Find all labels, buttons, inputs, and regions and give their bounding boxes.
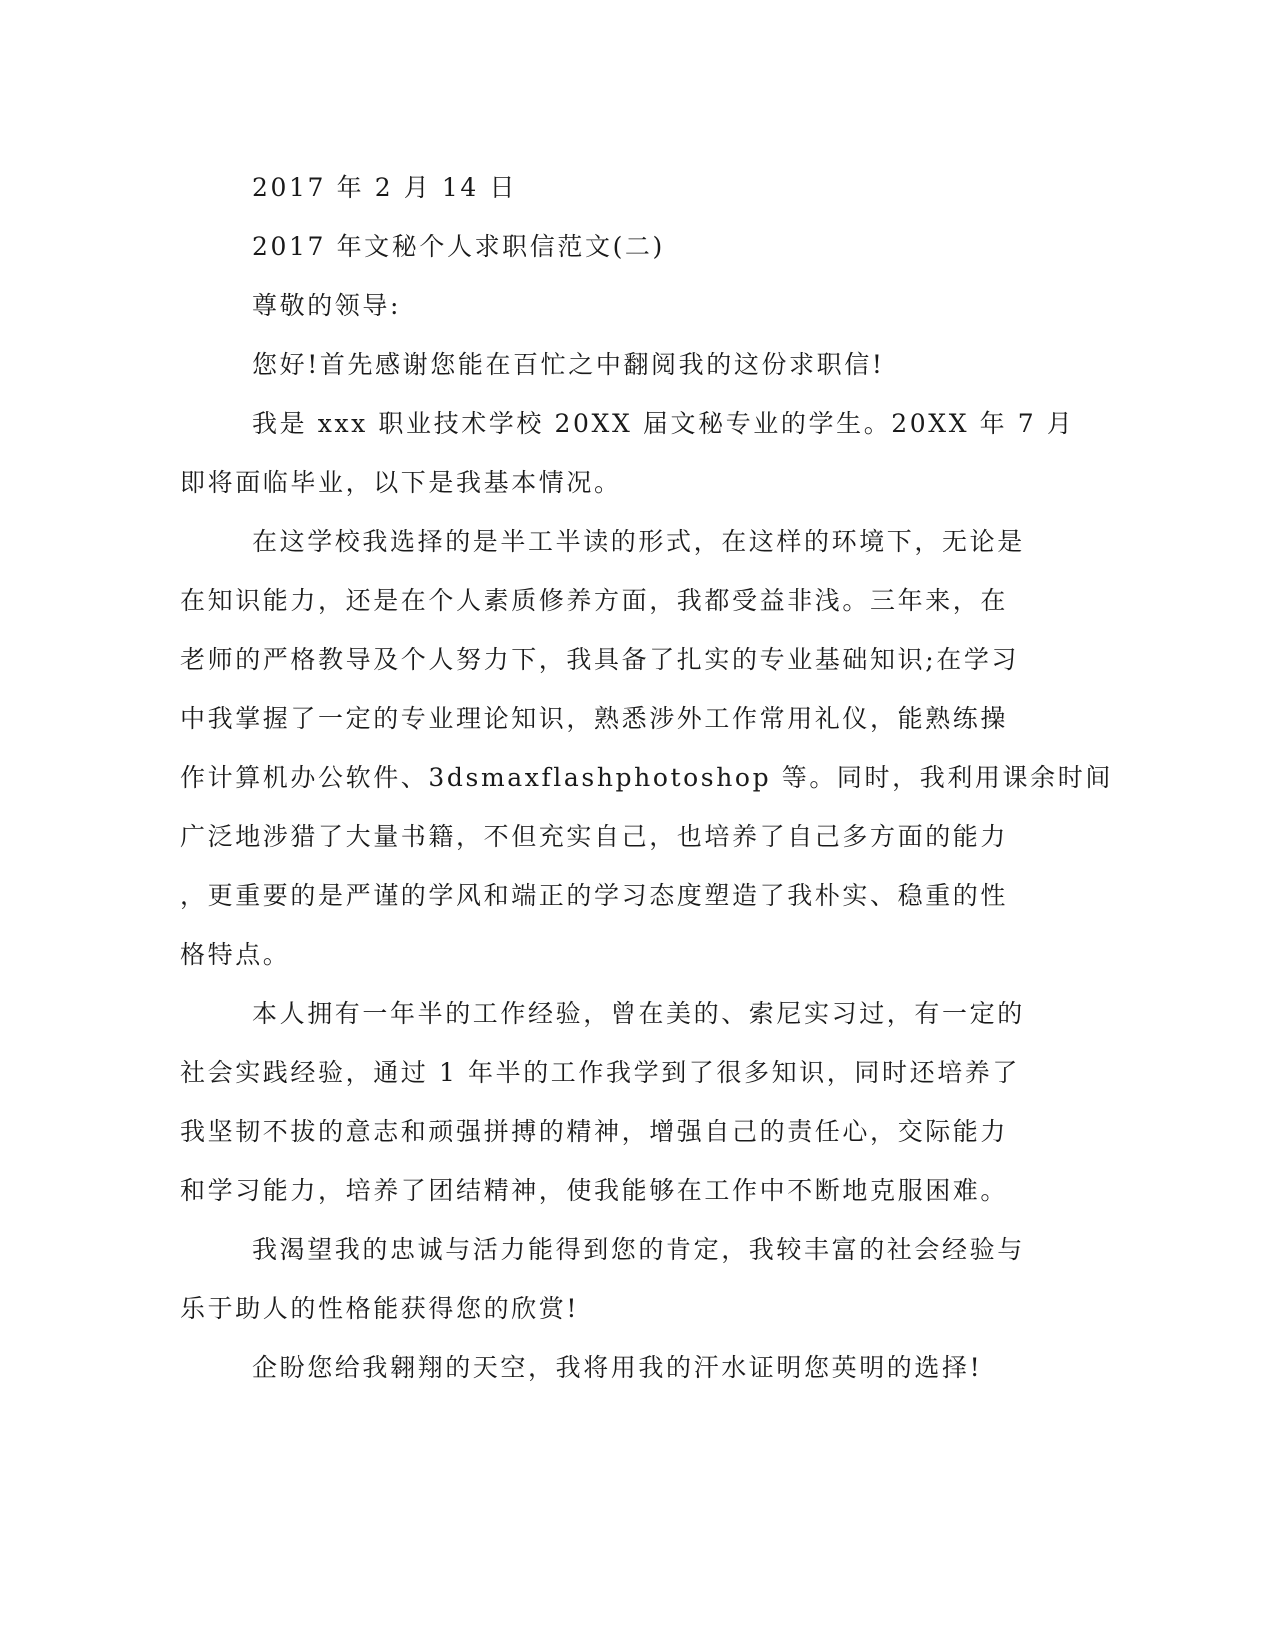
paragraph-line: 格特点。	[180, 940, 291, 969]
greeting-line: 您好!首先感谢您能在百忙之中翻阅我的这份求职信!	[252, 350, 885, 379]
paragraph-line: 我渴望我的忠诚与活力能得到您的肯定，我较丰富的社会经验与	[252, 1235, 1025, 1264]
paragraph-line: 和学习能力，培养了团结精神，使我能够在工作中不断地克服困难。	[180, 1176, 1009, 1205]
paragraph-line: 中我掌握了一定的专业理论知识，熟悉涉外工作常用礼仪，能熟练操	[180, 704, 1009, 733]
paragraph-line: 即将面临毕业，以下是我基本情况。	[180, 468, 622, 497]
letter-body	[180, 158, 1113, 1397]
paragraph-line: 广泛地涉猎了大量书籍，不但充实自己，也培养了自己多方面的能力	[180, 822, 1009, 851]
paragraph-line: 作计算机办公软件、3dsmaxflashphotoshop 等。同时，我利用课余时间	[180, 763, 1113, 792]
paragraph-line: ，更重要的是严谨的学风和端正的学习态度塑造了我朴实、稳重的性	[180, 881, 1009, 910]
document-title: 2017 年文秘个人求职信范文(二)	[252, 232, 665, 261]
closing-line: 企盼您给我翱翔的天空，我将用我的汗水证明您英明的选择!	[252, 1353, 983, 1382]
date-line: 2017 年 2 月 14 日	[252, 173, 518, 202]
paragraph-line: 本人拥有一年半的工作经验，曾在美的、索尼实习过，有一定的	[252, 999, 1025, 1028]
salutation: 尊敬的领导:	[252, 291, 402, 320]
paragraph-line: 在这学校我选择的是半工半读的形式，在这样的环境下，无论是	[252, 527, 1025, 556]
paragraph-line: 社会实践经验，通过 1 年半的工作我学到了很多知识，同时还培养了	[180, 1058, 1021, 1087]
paragraph-line: 老师的严格教导及个人努力下，我具备了扎实的专业基础知识;在学习	[180, 645, 1020, 674]
paragraph-line: 乐于助人的性格能获得您的欣赏!	[180, 1294, 580, 1323]
paragraph-line: 我坚韧不拔的意志和顽强拼搏的精神，增强自己的责任心，交际能力	[180, 1117, 1009, 1146]
paragraph-line: 在知识能力，还是在个人素质修养方面，我都受益非浅。三年来，在	[180, 586, 1009, 615]
paragraph-line: 我是 xxx 职业技术学校 20XX 届文秘专业的学生。20XX 年 7 月	[252, 409, 1075, 438]
